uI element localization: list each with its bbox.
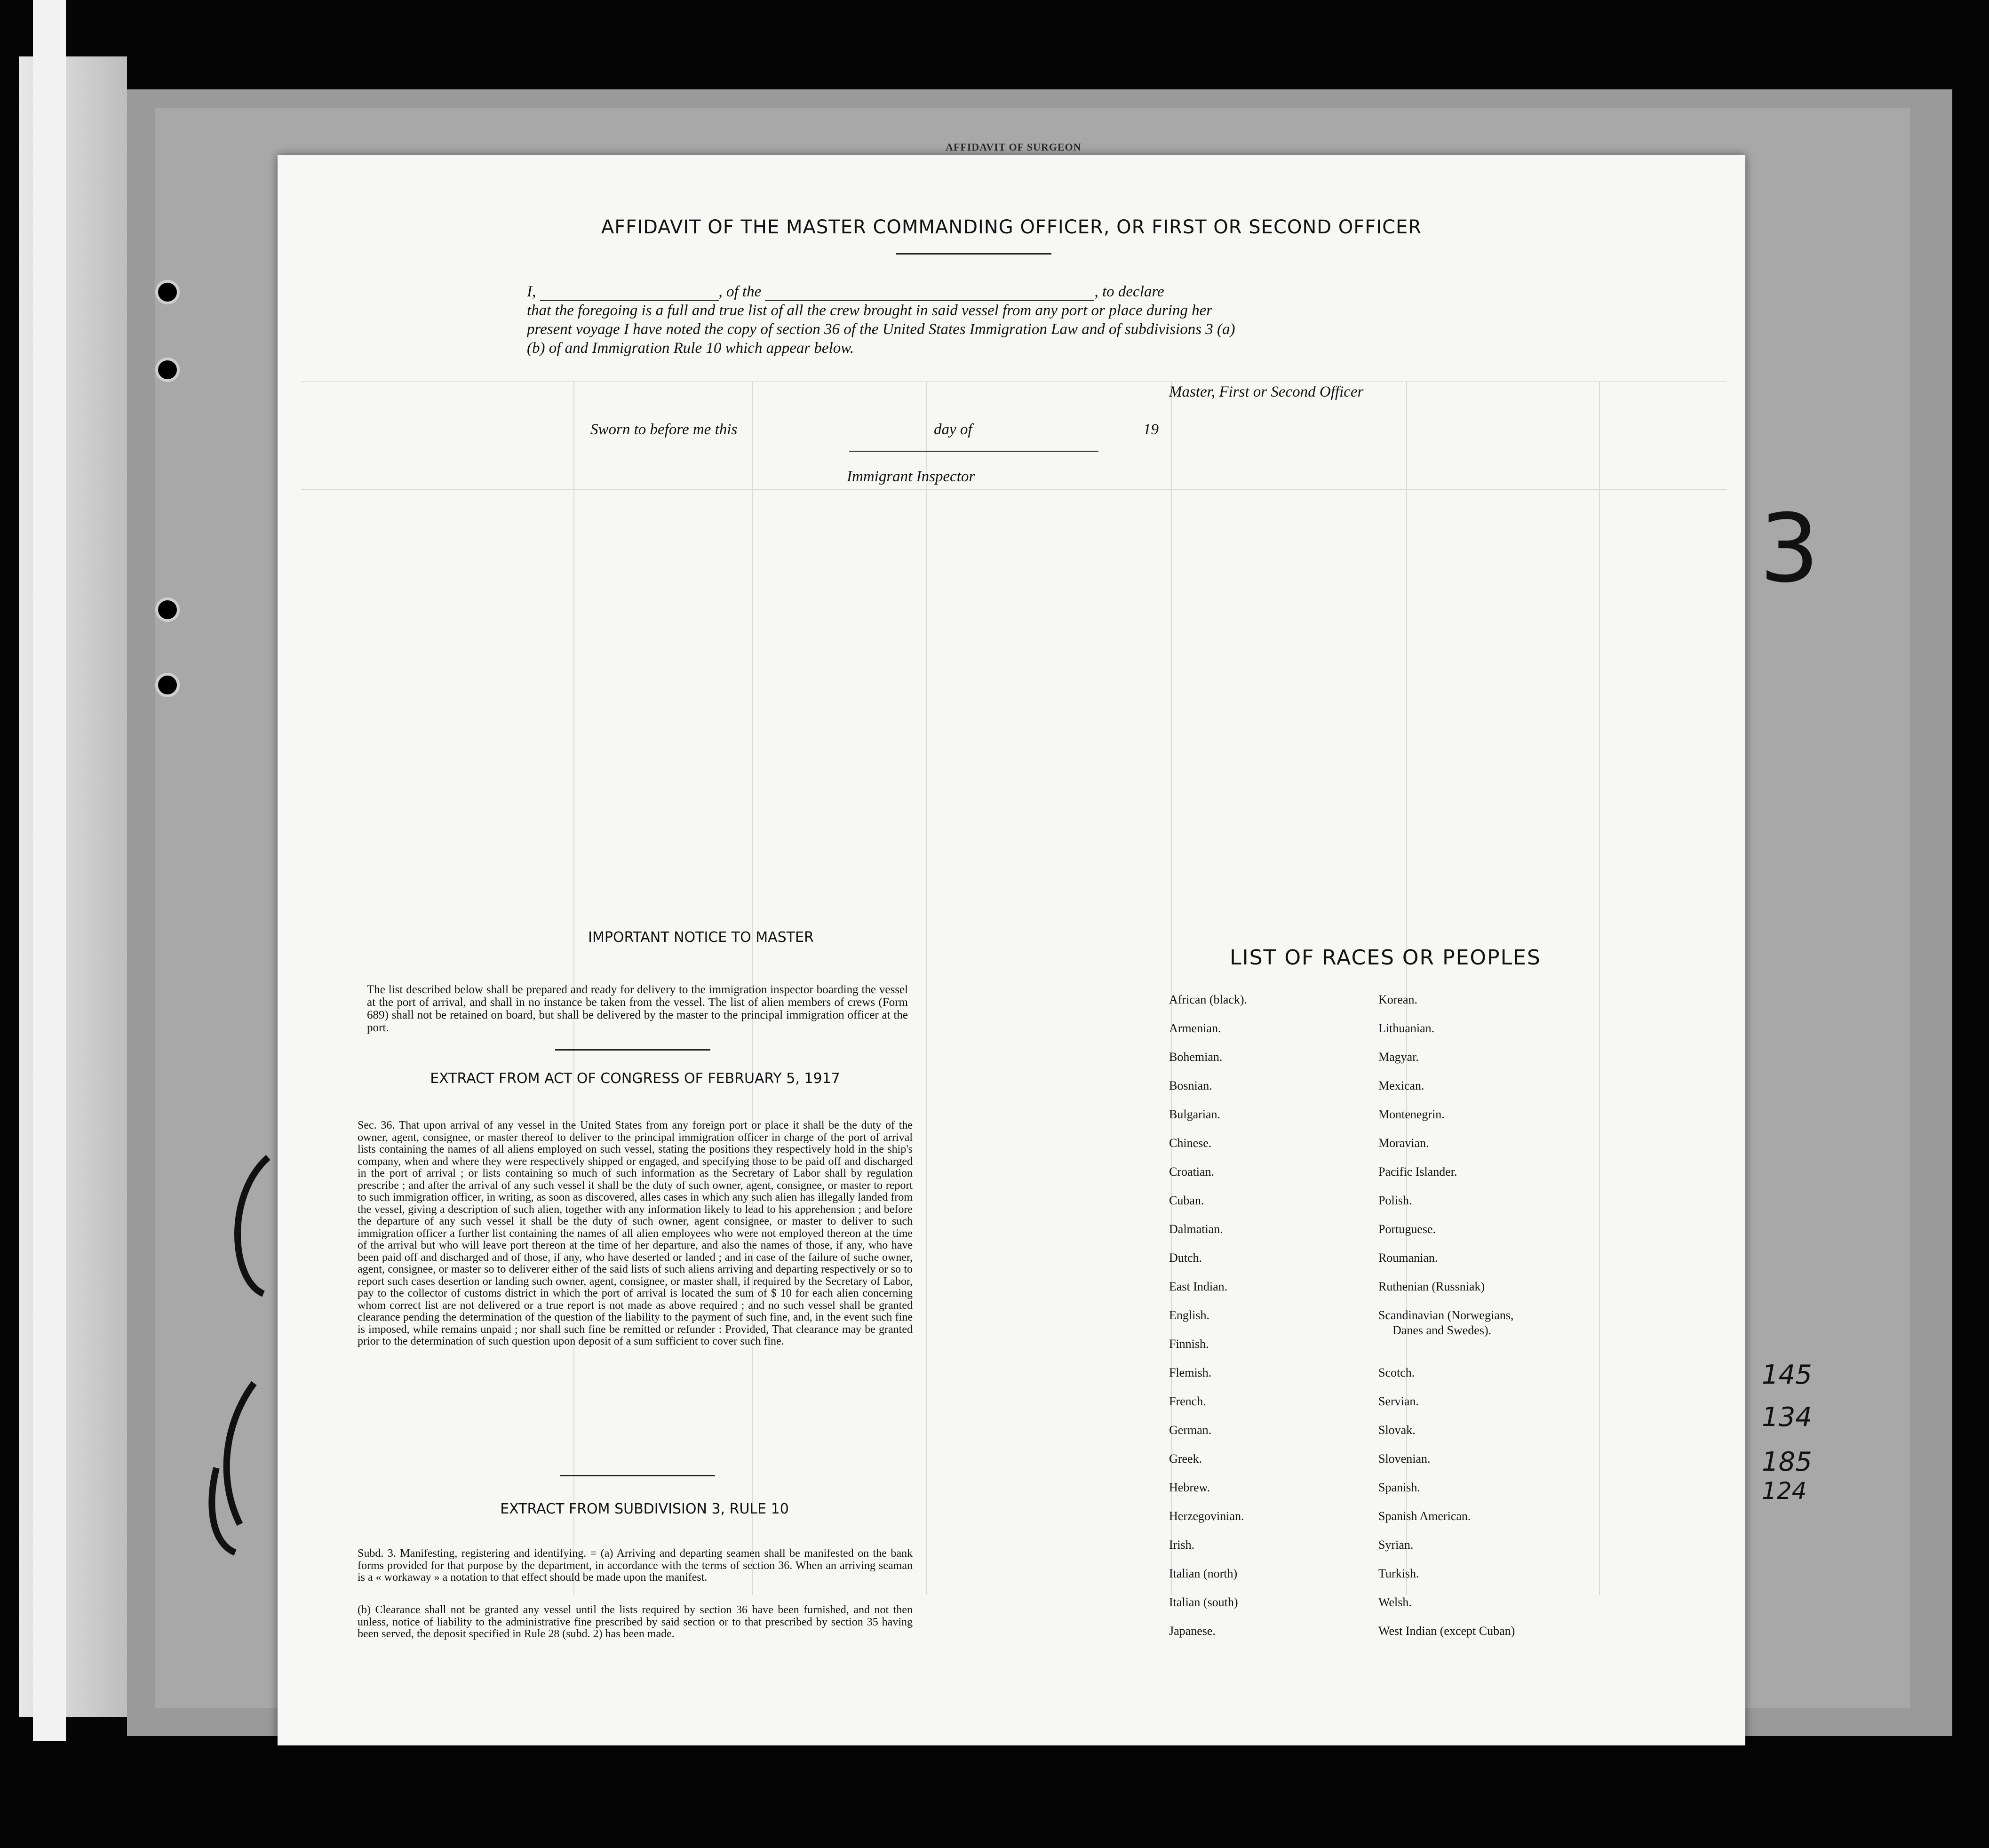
race-item: Dutch. (1169, 1251, 1202, 1265)
affidavit-line-2: that the foregoing is a full and true list of all the crew brought in said vessel from any port or place during her (527, 302, 1213, 319)
binder-hole (155, 597, 180, 622)
race-item: Welsh. (1378, 1595, 1412, 1609)
race-item: Slovenian. (1378, 1452, 1431, 1466)
race-item: Montenegrin. (1378, 1107, 1445, 1121)
race-item: Dalmatian. (1169, 1222, 1223, 1236)
race-item: Greek. (1169, 1452, 1202, 1466)
race-item: Finnish. (1169, 1337, 1209, 1351)
race-item: Chinese. (1169, 1136, 1212, 1150)
name-blank (540, 286, 719, 301)
race-item: Danes and Swedes). (1392, 1323, 1492, 1337)
race-item: Italian (north) (1169, 1567, 1238, 1580)
act-divider (560, 1475, 715, 1476)
affidavit-line-3: present voyage I have noted the copy of section 36 of the United States Immigration Law and of subdivisions 3 (a) (527, 321, 1235, 338)
master-signature-label: Master, First or Second Officer (1169, 383, 1364, 400)
vessel-blank (765, 286, 1094, 301)
race-item: Turkish. (1378, 1567, 1419, 1580)
races-right-column (1378, 993, 1515, 1653)
binder-hole (155, 358, 180, 382)
race-item: Italian (south) (1169, 1595, 1238, 1609)
race-item: Syrian. (1378, 1538, 1414, 1552)
race-item: Moravian. (1378, 1136, 1429, 1150)
race-item: Japanese. (1169, 1624, 1216, 1638)
race-item: Korean. (1378, 993, 1418, 1006)
race-item: Mexican. (1378, 1079, 1424, 1092)
notice-heading: IMPORTANT NOTICE TO MASTER (588, 929, 814, 946)
race-item: Lithuanian. (1378, 1021, 1435, 1035)
race-item: Herzegovinian. (1169, 1509, 1244, 1523)
race-item: Spanish American. (1378, 1509, 1471, 1523)
back-page-header: AFFIDAVIT OF SURGEON (946, 141, 1082, 153)
race-item: Irish. (1169, 1538, 1195, 1552)
inspector-label: Immigrant Inspector (847, 468, 975, 485)
binder-hole (155, 280, 180, 304)
race-item: English. (1169, 1308, 1209, 1322)
race-item: Flemish. (1169, 1366, 1212, 1379)
year-prefix: 19 (1143, 421, 1159, 438)
race-item: West Indian (except Cuban) (1378, 1624, 1515, 1638)
rule-text-b: (b) Clearance shall not be granted any vessel until the lists required by section 36 have been furnished, and not then unless, notice of liability to the administrative fine prescribed by said section or to that prescribed by section 35 having been served, the deposit specified in Rule 28 (subd. 2) has been made. (358, 1604, 913, 1640)
notice-text: The list described below shall be prepared and ready for delivery to the immigration inspector boarding the vessel at the port of arrival, and shall in no instance be taken from the vessel. The list of alien members of crews (Form 689) shall not be retained on board, but shall be delivered by the master to the principal immigration officer at the port. (367, 983, 908, 1034)
race-item: German. (1169, 1423, 1212, 1437)
rule-heading: EXTRACT FROM SUBDIVISION 3, RULE 10 (500, 1501, 789, 1517)
affidavit-statement (527, 282, 1487, 358)
act-text: Sec. 36. That upon arrival of any vessel in the United States from any foreign port or place it shall be the duty of the owner, agent, consignee, or master thereof to deliver to the principal immigration officer in charge of the port of arrival lists containing the names of all aliens employed on such vessel, stating the positions they respectively hold in the ship's company, when and where they were respectively shipped or engaged, and specifying those to be paid off and discharged in the port of arrival ; or lists containing so much of such information as the Secretary of Labor shall by regulation prescribe ; and after the arrival of any such vessel it shall be the duty of such owner, agent, consignee, or master to report to such immigration officer, in writing, as soon as discovered, alles cases in which any such alien has illegally landed from the vessel, giving a description of such alien, together with any information likely to lead to his apprehension ; and before the departure of any such vessel it shall be the duty of such owner, agent consignee, or master to deliver to such immigration officer a further list containing the names of all alien employees who were not employed thereon at the time of the arrival but who will leave port thereon at the time of her departure, and also the names of those, if any, who have been paid off and discharged and of those, if any, who have deserted or landed ; and in case of the failure of suche owner, agent, consignee, or master so to deliverer either of the said lists of such aliens arriving and departing respectively or so to report such cases desertion or landing such owner, agent, consignee, or master shall, if required by the Secretary of Labor, pay to the collector of customs district in which the port of arrival is located the sum of $ 10 for each alien concerning whom correct list are not delivered or a true report is not made as above required ; and no such vessel shall be granted clearance pending the determination of the question of the liability to the payment of such fine, and, in the event such fine is imposed, while remains unpaid ; nor shall such fine be remitted or refunder : Provided, That clearance may be granted prior to the determination of such question upon deposit of a sum sufficient to cover such fine. (358, 1119, 913, 1347)
handwritten-mark: 124 (1762, 1477, 1807, 1505)
race-item: Portuguese. (1378, 1222, 1436, 1236)
act-heading: EXTRACT FROM ACT OF CONGRESS OF FEBRUARY 5, 1917 (430, 1070, 840, 1087)
race-item: Armenian. (1169, 1021, 1221, 1035)
race-item: Slovak. (1378, 1423, 1416, 1437)
handwritten-mark: 134 (1762, 1402, 1812, 1433)
race-item: Hebrew. (1169, 1481, 1210, 1494)
race-item: Bosnian. (1169, 1079, 1212, 1092)
rule-text-a: Subd. 3. Manifesting, registering and identifying. = (a) Arriving and departing seamen shall be manifested on the bank forms provided for that purpose by the department, in accordance with the terms of section 36. When an arriving seaman is a « workaway » a notation to that effect should be made upon the manifest. (358, 1547, 913, 1584)
day-of-label: day of (934, 421, 972, 438)
race-item: Ruthenian (Russniak) (1378, 1280, 1485, 1293)
race-item: French. (1169, 1394, 1206, 1408)
race-item: Scandinavian (Norwegians, (1378, 1308, 1514, 1322)
race-item: Magyar. (1378, 1050, 1419, 1064)
title-divider (896, 253, 1051, 255)
race-item: Spanish. (1378, 1481, 1420, 1494)
race-item: Croatian. (1169, 1165, 1215, 1179)
race-item: African (black). (1169, 993, 1248, 1006)
race-item: Cuban. (1169, 1194, 1204, 1207)
races-heading: LIST OF RACES OR PEOPLES (1230, 946, 1541, 970)
race-item: Roumanian. (1378, 1251, 1438, 1265)
race-item: Bohemian. (1169, 1050, 1223, 1064)
handwritten-mark: 145 (1762, 1360, 1812, 1390)
handwritten-mark: 185 (1762, 1447, 1812, 1477)
races-left-column (1169, 993, 1247, 1653)
sworn-label: Sworn to before me this (590, 421, 738, 438)
binder-hole (155, 673, 180, 697)
race-item: Pacific Islander. (1378, 1165, 1457, 1179)
race-item: East Indian. (1169, 1280, 1228, 1293)
race-item: Servian. (1378, 1394, 1419, 1408)
race-item: Scotch. (1378, 1366, 1415, 1379)
inspector-signature-line (849, 451, 1098, 452)
notice-divider (555, 1049, 710, 1051)
affidavit-title: AFFIDAVIT OF THE MASTER COMMANDING OFFICER, OR FIRST OR SECOND OFFICER (601, 216, 1422, 238)
affidavit-line-4: (b) of and Immigration Rule 10 which appear below. (527, 340, 854, 357)
affidavit-line-1: I, , of the , to declare (527, 283, 1164, 300)
race-item: Polish. (1378, 1194, 1412, 1207)
affidavit-document (278, 155, 1745, 1745)
handwritten-mark: 3 (1759, 494, 1820, 604)
binding-edge (33, 0, 66, 1741)
race-item: Bulgarian. (1169, 1107, 1221, 1121)
